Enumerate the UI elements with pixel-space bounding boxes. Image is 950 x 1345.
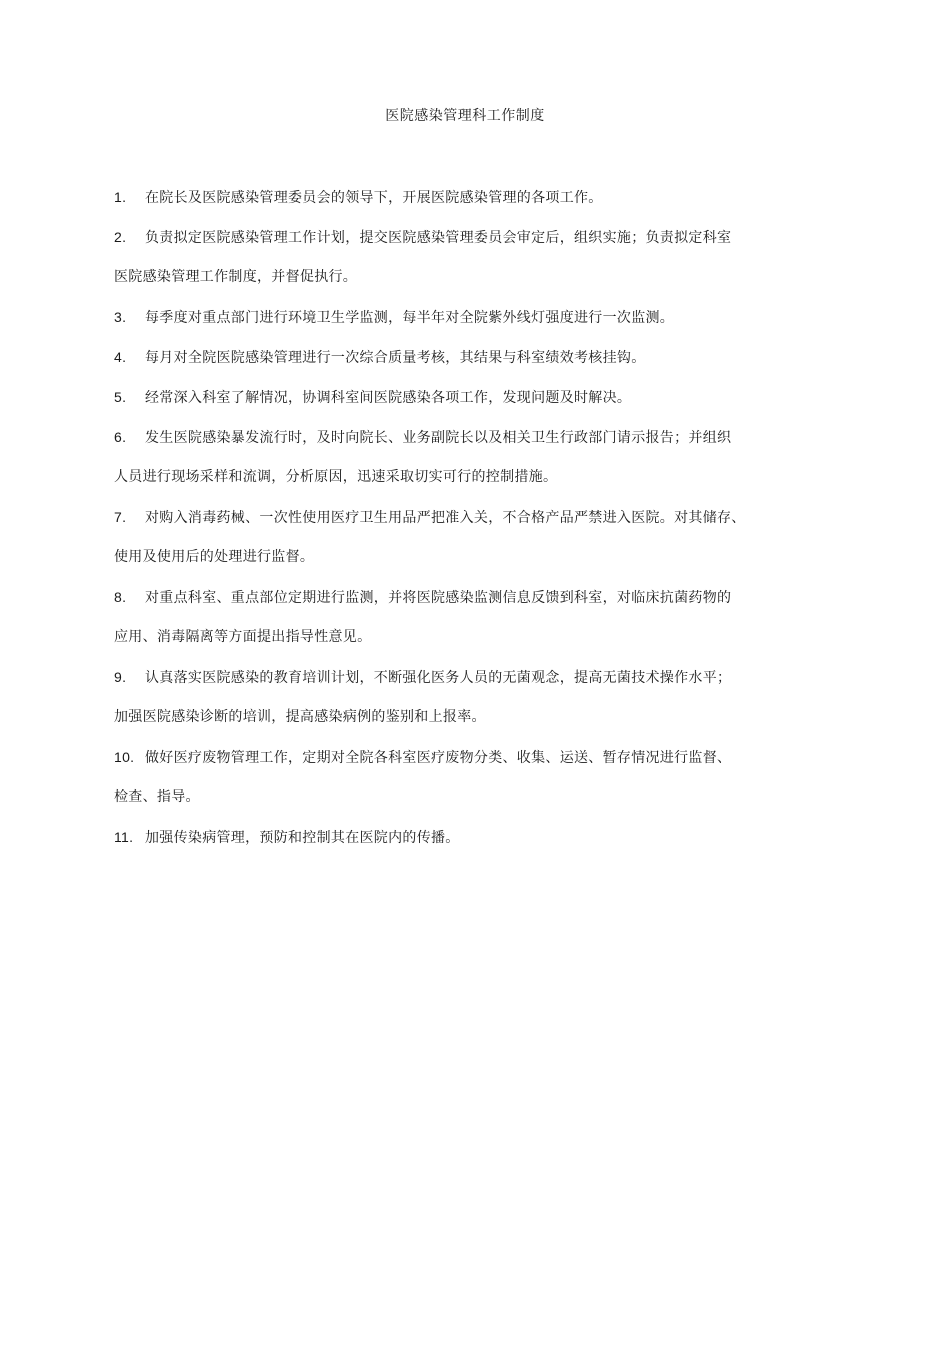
- regulation-item-number: 1.: [114, 189, 127, 205]
- regulation-item: [114, 224, 834, 304]
- regulation-item: [114, 744, 834, 824]
- regulation-item-line: [114, 304, 834, 344]
- regulation-item: [114, 304, 834, 344]
- regulation-item: [114, 344, 834, 384]
- regulation-list: [114, 184, 834, 864]
- regulation-item-text: 对购入消毒药械、一次性使用医疗卫生用品严把准入关，不合格产品严禁进入医院。对其储存、: [145, 510, 746, 526]
- regulation-item-line: [114, 544, 834, 584]
- regulation-item-number: 7.: [114, 509, 127, 525]
- regulation-item: [114, 424, 834, 504]
- regulation-item-number: 6.: [114, 429, 127, 445]
- regulation-item-line: [114, 784, 834, 824]
- regulation-item-number: 11.: [114, 829, 134, 845]
- regulation-item-text: 人员进行现场采样和流调，分析原因，迅速采取切实可行的控制措施。: [114, 469, 558, 485]
- regulation-item-line: [114, 624, 834, 664]
- regulation-item-text: 在院长及医院感染管理委员会的领导下，开展医院感染管理的各项工作。: [145, 190, 603, 206]
- regulation-item-number: 2.: [114, 229, 127, 245]
- regulation-item: [114, 584, 834, 664]
- regulation-item-line: [114, 704, 834, 744]
- regulation-item-text: 每季度对重点部门进行环境卫生学监测，每半年对全院紫外线灯强度进行一次监测。: [145, 310, 675, 326]
- regulation-item-line: [114, 744, 834, 784]
- regulation-item-line: [114, 384, 834, 424]
- regulation-item-line: [114, 184, 834, 224]
- regulation-item-line: [114, 664, 834, 704]
- regulation-item-text: 每月对全院医院感染管理进行一次综合质量考核，其结果与科室绩效考核挂钩。: [145, 350, 646, 366]
- regulation-item-line: [114, 264, 834, 304]
- regulation-item-text: 经常深入科室了解情况，协调科室间医院感染各项工作，发现问题及时解决。: [145, 390, 632, 406]
- regulation-item-number: 8.: [114, 589, 127, 605]
- regulation-item-line: [114, 504, 834, 544]
- regulation-item-text: 负责拟定医院感染管理工作计划，提交医院感染管理委员会审定后，组织实施；负责拟定科室: [145, 230, 732, 246]
- regulation-item-text: 检查、指导。: [114, 789, 200, 805]
- regulation-item-line: [114, 344, 834, 384]
- regulation-item-text: 认真落实医院感染的教育培训计划，不断强化医务人员的无菌观念，提高无菌技术操作水平；: [145, 670, 732, 686]
- regulation-item: [114, 384, 834, 424]
- regulation-item: [114, 184, 834, 224]
- regulation-item-line: [114, 584, 834, 624]
- regulation-item-number: 10.: [114, 749, 135, 765]
- regulation-item-number: 9.: [114, 669, 127, 685]
- regulation-item-number: 5.: [114, 389, 127, 405]
- regulation-item-line: [114, 464, 834, 504]
- regulation-item-text: 加强医院感染诊断的培训，提高感染病例的鉴别和上报率。: [114, 709, 486, 725]
- regulation-item-text: 使用及使用后的处理进行监督。: [114, 549, 315, 565]
- regulation-item: [114, 664, 834, 744]
- document-title: 医院感染管理科工作制度: [385, 108, 545, 124]
- regulation-item-line: [114, 824, 834, 864]
- regulation-item-text: 医院感染管理工作制度，并督促执行。: [114, 269, 358, 285]
- regulation-item-number: 3.: [114, 309, 127, 325]
- regulation-item-line: [114, 224, 834, 264]
- regulation-item-text: 应用、消毒隔离等方面提出指导性意见。: [114, 629, 372, 645]
- regulation-item: [114, 504, 834, 584]
- regulation-item-text: 做好医疗废物管理工作，定期对全院各科室医疗废物分类、收集、运送、暂存情况进行监督、: [145, 750, 732, 766]
- regulation-item-text: 加强传染病管理，预防和控制其在医院内的传播。: [145, 830, 460, 846]
- regulation-item-line: [114, 424, 834, 464]
- regulation-item-number: 4.: [114, 349, 127, 365]
- regulation-item: [114, 824, 834, 864]
- regulation-item-text: 发生医院感染暴发流行时，及时向院长、业务副院长以及相关卫生行政部门请示报告；并组织: [145, 430, 732, 446]
- regulation-item-text: 对重点科室、重点部位定期进行监测，并将医院感染监测信息反馈到科室，对临床抗菌药物的: [145, 590, 732, 606]
